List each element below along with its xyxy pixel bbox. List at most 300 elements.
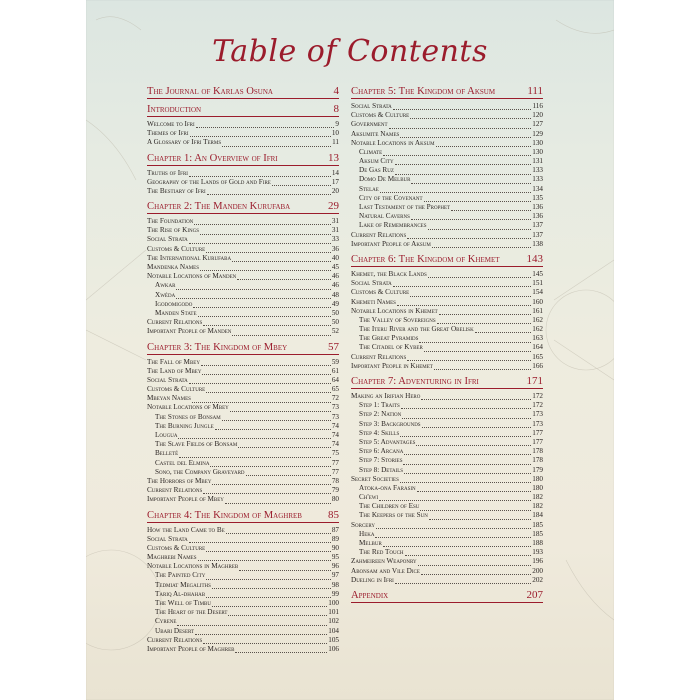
toc-entry[interactable] [147, 394, 339, 403]
toc-entry[interactable] [351, 288, 543, 297]
entry-label: Social Strata [147, 534, 188, 543]
entry-label: The International Kurufaba [147, 253, 232, 262]
entry-label: Customs & Culture [147, 244, 206, 253]
dot-leader [206, 246, 331, 253]
chapter-heading[interactable] [147, 86, 339, 99]
entry-page-number: 164 [532, 343, 543, 352]
toc-entry[interactable] [147, 178, 339, 187]
toc-subentry[interactable] [147, 413, 339, 422]
dot-leader [222, 140, 331, 147]
toc-entry[interactable] [147, 645, 339, 654]
toc-entry[interactable] [147, 254, 339, 263]
dot-leader [206, 386, 331, 393]
dot-leader [432, 241, 531, 248]
toc-subentry[interactable] [147, 572, 339, 581]
dot-leader [238, 441, 330, 448]
entry-label: Abonsam and Vile Dice [351, 566, 420, 575]
dot-leader [212, 478, 330, 485]
dot-leader [235, 646, 327, 653]
toc-subentry[interactable] [351, 194, 543, 203]
dot-leader [410, 112, 531, 119]
entry-label: Cyrene [155, 617, 177, 626]
toc-subentry[interactable] [351, 185, 543, 194]
dot-leader [397, 299, 531, 306]
entry-page-number: 137 [532, 230, 543, 239]
entry-page-number: 160 [532, 297, 543, 306]
entry-page-number: 137 [532, 221, 543, 230]
toc-subentry[interactable] [351, 429, 543, 438]
dot-leader [230, 405, 331, 412]
toc-entry[interactable] [147, 138, 339, 147]
toc-entry[interactable] [147, 562, 339, 571]
entry-label: The Valley of Sovereigns [359, 315, 436, 324]
entry-label: Secret Societies [351, 474, 399, 483]
toc-subentry[interactable] [351, 401, 543, 410]
entry-page-number: 52 [331, 327, 339, 336]
chapter-title: The Journal of Karlas Osuna [147, 86, 273, 97]
toc-subentry[interactable] [351, 212, 543, 221]
dot-leader [272, 179, 331, 186]
toc-subentry[interactable] [351, 493, 543, 502]
entry-page-number: 173 [532, 419, 543, 428]
toc-entry[interactable] [147, 217, 339, 226]
dot-leader [206, 545, 331, 552]
toc-entry[interactable] [147, 636, 339, 645]
dot-leader [232, 255, 331, 262]
toc-entry[interactable] [147, 236, 339, 245]
entry-page-number: 87 [331, 525, 339, 534]
toc-subentry[interactable] [351, 420, 543, 429]
toc-entry[interactable] [351, 102, 543, 111]
toc-subentry[interactable] [351, 221, 543, 230]
chapter-heading[interactable] [351, 376, 543, 389]
entry-label: The Heart of the Desert [155, 608, 228, 617]
toc-subentry[interactable] [147, 440, 339, 449]
toc-subentry[interactable] [147, 581, 339, 590]
dot-leader [422, 421, 532, 428]
chapter-heading[interactable] [147, 153, 339, 166]
toc-subentry[interactable] [351, 502, 543, 511]
dot-leader [246, 469, 331, 476]
dot-leader [395, 577, 531, 584]
entry-label: Step 2: Nation [359, 410, 402, 419]
toc-entry[interactable] [351, 576, 543, 585]
toc-entry[interactable] [147, 245, 339, 254]
toc-entry[interactable] [351, 298, 543, 307]
toc-entry[interactable] [351, 240, 543, 249]
entry-page-number: 162 [532, 325, 543, 334]
dot-leader [190, 130, 331, 137]
entry-page-number: 75 [331, 449, 339, 458]
book-page [86, 0, 614, 700]
dot-leader [192, 396, 331, 403]
entry-label: Notable Locations of Mbey [147, 403, 229, 412]
dot-leader [177, 619, 327, 626]
entry-page-number: 95 [331, 553, 339, 562]
chapter-page-number: 207 [526, 589, 543, 601]
entry-label: The Burning Jungle [155, 421, 214, 430]
toc-subentry[interactable] [351, 176, 543, 185]
entry-label: Awkar [155, 281, 176, 290]
entry-page-number: 90 [331, 543, 339, 552]
dot-leader [419, 336, 531, 343]
entry-page-number: 45 [331, 263, 339, 272]
entry-page-number: 182 [532, 493, 543, 502]
entry-page-number: 74 [331, 431, 339, 440]
dot-leader [411, 213, 531, 220]
toc-subentry[interactable] [351, 466, 543, 475]
toc-entry[interactable] [147, 404, 339, 413]
dot-leader [416, 439, 531, 446]
toc-entry[interactable] [147, 486, 339, 495]
entry-label: Geography of the Lands of Gold and Fire [147, 177, 271, 186]
dot-leader [395, 158, 532, 165]
dot-leader [212, 582, 331, 589]
toc-subentry[interactable] [147, 468, 339, 477]
toc-entry[interactable] [147, 553, 339, 562]
entry-label: Current Relations [147, 486, 203, 495]
entry-label: Notable Locations in Aksum [351, 138, 435, 147]
chapter-title: Chapter 5: The Kingdom of Aksum [351, 86, 496, 97]
entry-label: Melbur [359, 539, 382, 548]
toc-subentry[interactable] [351, 456, 543, 465]
entry-label: Khemet, the Black Lands [351, 270, 427, 278]
entry-page-number: 172 [532, 392, 543, 401]
chapter-heading[interactable] [351, 254, 543, 267]
toc-subentry[interactable] [147, 599, 339, 608]
chapter-page-number: 29 [328, 200, 339, 213]
entry-page-number: 178 [532, 447, 543, 456]
entry-label: The Red Touch [359, 548, 404, 557]
entry-label: The Land of Mbey [147, 366, 202, 375]
toc-entry[interactable] [147, 272, 339, 281]
dot-leader [189, 237, 331, 244]
entry-page-number: 61 [331, 366, 339, 375]
chapter-heading[interactable] [147, 510, 339, 523]
entry-page-number: 80 [331, 495, 339, 504]
dot-leader [418, 559, 532, 566]
entry-page-number: 161 [532, 306, 543, 315]
entry-label: Welcome to Ifri [147, 120, 195, 128]
dot-leader [193, 301, 330, 308]
entry-page-number: 46 [331, 272, 339, 281]
entry-page-number: 78 [331, 477, 339, 485]
dot-leader [402, 412, 531, 419]
toc-entry[interactable] [147, 535, 339, 544]
entry-page-number: 165 [532, 352, 543, 361]
entry-label: City of the Covenant [359, 193, 423, 202]
entry-label: The Well of Timbu [155, 599, 211, 608]
dot-leader [389, 122, 532, 129]
toc-subentry[interactable] [351, 539, 543, 548]
toc-entry[interactable] [351, 557, 543, 566]
dot-leader [203, 637, 327, 644]
entry-label: Dueling in Ifri [351, 575, 394, 584]
entry-label: Last Testament of the Prophet [359, 203, 451, 212]
toc-subentry[interactable] [351, 548, 543, 557]
dot-leader [210, 460, 330, 467]
entry-label: Lougua [155, 431, 178, 440]
entry-label: The Horrors of Mbey [147, 477, 212, 485]
entry-label: Important People in Khemet [351, 361, 433, 370]
chapter-title: Chapter 6: The Kingdom of Khemet [351, 254, 500, 265]
toc-entry[interactable] [147, 376, 339, 385]
toc-entry[interactable] [351, 521, 543, 530]
toc-subentry[interactable] [351, 447, 543, 456]
toc-subentry[interactable] [351, 438, 543, 447]
dot-leader [403, 458, 531, 465]
toc-entry[interactable] [147, 327, 339, 336]
dot-leader [393, 103, 532, 110]
dot-leader [424, 345, 531, 352]
entry-page-number: 20 [331, 186, 339, 195]
page-title: Table of Contents [212, 34, 488, 69]
entry-label: The Bestiary of Ifri [147, 186, 206, 195]
entry-page-number: 193 [532, 548, 543, 557]
entry-page-number: 138 [532, 239, 543, 248]
toc-entry[interactable] [351, 231, 543, 240]
dot-leader [434, 363, 531, 370]
dot-leader [380, 186, 531, 193]
entry-page-number: 185 [532, 520, 543, 529]
dot-leader [202, 368, 330, 375]
toc-subentry[interactable] [147, 281, 339, 290]
toc-entry[interactable] [147, 169, 339, 178]
dot-leader [195, 628, 327, 635]
entry-page-number: 99 [331, 589, 339, 598]
dot-leader [206, 573, 330, 580]
chapter-title: Introduction [147, 104, 202, 115]
toc-entry[interactable] [147, 226, 339, 235]
dot-leader [411, 177, 531, 184]
entry-page-number: 14 [331, 168, 339, 177]
dot-leader [437, 317, 532, 324]
entry-label: The Painted City [155, 571, 206, 580]
entry-label: Current Relations [147, 318, 203, 327]
toc-subentry[interactable] [147, 431, 339, 440]
entry-page-number: 77 [331, 458, 339, 467]
entry-page-number: 9 [335, 120, 339, 128]
entry-label: Notable Locations in Maghreb [147, 562, 239, 571]
toc-entry[interactable] [351, 392, 543, 401]
chapter-page-number: 111 [527, 85, 543, 97]
entry-page-number: 127 [532, 120, 543, 129]
dot-leader [212, 600, 327, 607]
chapter-heading[interactable] [147, 201, 339, 214]
entry-page-number: 77 [331, 467, 339, 476]
entry-label: The Fall of Mbey [147, 357, 200, 366]
toc-entry[interactable] [147, 318, 339, 327]
chapter-heading[interactable] [147, 342, 339, 355]
dot-leader [189, 377, 331, 384]
entry-page-number: 73 [331, 412, 339, 421]
toc-subentry[interactable] [147, 608, 339, 617]
entry-page-number: 134 [532, 184, 543, 193]
entry-page-number: 36 [331, 244, 339, 253]
entry-page-number: 196 [532, 557, 543, 566]
entry-page-number: 102 [328, 617, 339, 626]
dot-leader [194, 218, 331, 225]
entry-label: Step 1: Traits [359, 401, 400, 410]
toc-entry[interactable] [147, 544, 339, 553]
toc-entry[interactable] [147, 495, 339, 504]
entry-label: Xwéda [155, 290, 176, 299]
dot-leader [410, 290, 531, 297]
entry-label: Truths of Ifri [147, 168, 188, 177]
chapter-heading[interactable] [147, 104, 339, 117]
dot-leader [176, 283, 330, 290]
chapter-page-number: 85 [328, 508, 339, 521]
toc-entry[interactable] [351, 270, 543, 279]
toc-subentry[interactable] [351, 344, 543, 353]
toc-subentry[interactable] [147, 422, 339, 431]
toc-subentry[interactable] [147, 590, 339, 599]
toc-subentry[interactable] [351, 484, 543, 493]
dot-leader [196, 121, 335, 128]
dot-leader [207, 188, 331, 195]
toc-subentry[interactable] [147, 459, 339, 468]
toc-subentry[interactable] [351, 166, 543, 175]
entry-label: Current Relations [147, 635, 203, 644]
chapter-title: Appendix [351, 590, 389, 601]
toc-entry[interactable] [351, 279, 543, 288]
entry-page-number: 49 [331, 299, 339, 308]
entry-page-number: 33 [331, 235, 339, 244]
toc-subentry[interactable] [147, 309, 339, 318]
dot-leader [436, 140, 532, 147]
toc-entry[interactable] [147, 526, 339, 535]
dot-leader [225, 497, 331, 504]
toc-entry[interactable] [351, 362, 543, 371]
entry-label: The Citadel of Kyber [359, 343, 423, 352]
dot-leader [417, 485, 532, 492]
toc-entry[interactable] [351, 111, 543, 120]
toc-entry[interactable] [351, 307, 543, 316]
entry-label: Customs & Culture [351, 111, 410, 120]
dot-leader [405, 549, 532, 556]
dot-leader [421, 393, 531, 400]
entry-page-number: 116 [532, 102, 543, 110]
entry-page-number: 11 [332, 138, 339, 147]
chapter-title: Chapter 2: The Manden Kurufaba [147, 201, 291, 213]
entry-label: Customs & Culture [147, 385, 206, 394]
toc-entry[interactable] [351, 475, 543, 484]
entry-label: Important People of Aksum [351, 239, 431, 248]
dot-leader [400, 131, 531, 138]
toc-entry[interactable] [147, 187, 339, 196]
toc-subentry[interactable] [351, 512, 543, 521]
toc-entry[interactable] [147, 367, 339, 376]
entry-label: The Stones of Bonsam [155, 412, 221, 421]
toc-entry[interactable] [147, 263, 339, 272]
toc-entry[interactable] [351, 353, 543, 362]
entry-label: Belleté [155, 449, 179, 458]
entry-label: The Iteru River and the Great Obelisk [359, 325, 474, 334]
entry-label: Ubari Desert [155, 626, 195, 635]
entry-page-number: 50 [331, 318, 339, 327]
entry-label: Mbeyan Names [147, 394, 191, 403]
entry-page-number: 104 [328, 626, 339, 635]
entry-page-number: 64 [331, 375, 339, 384]
entry-label: Step 5: Advantages [359, 438, 416, 446]
entry-page-number: 178 [532, 456, 543, 465]
entry-page-number: 101 [328, 608, 339, 617]
entry-page-number: 179 [532, 465, 543, 474]
entry-page-number: 130 [532, 138, 543, 147]
entry-page-number: 180 [532, 474, 543, 483]
entry-page-number: 202 [532, 575, 543, 584]
entry-page-number: 50 [331, 309, 339, 317]
dot-leader [376, 522, 531, 529]
entry-label: A Glossary of Ifri Terms [147, 138, 222, 147]
toc-subentry[interactable] [147, 291, 339, 300]
toc-entry[interactable] [351, 139, 543, 148]
toc-entry[interactable] [147, 129, 339, 138]
dot-leader [228, 609, 327, 616]
entry-label: Igodomigodo [155, 299, 193, 308]
toc-subentry[interactable] [147, 617, 339, 626]
toc-subentry[interactable] [351, 325, 543, 334]
toc-subentry[interactable] [147, 449, 339, 458]
toc-subentry[interactable] [351, 530, 543, 539]
toc-entry[interactable] [147, 120, 339, 129]
toc-subentry[interactable] [351, 410, 543, 419]
dot-leader [237, 273, 331, 280]
entry-label: Notable Locations in Khemet [351, 306, 438, 315]
chapter-title: Chapter 1: An Overview of Ifri [147, 152, 278, 164]
toc-left-column [147, 86, 339, 654]
entry-page-number: 154 [532, 288, 543, 297]
toc-entry[interactable] [147, 358, 339, 367]
dot-leader [189, 536, 331, 543]
toc-entry[interactable] [147, 385, 339, 394]
entry-page-number: 100 [328, 599, 339, 608]
toc-entry[interactable] [351, 130, 543, 139]
chapter-page-number: 13 [328, 151, 339, 164]
toc-subentry[interactable] [147, 627, 339, 636]
entry-label: Sono, the Company Graveyard [155, 467, 245, 476]
dot-leader [395, 168, 531, 175]
chapter-heading[interactable] [351, 590, 543, 603]
toc-subentry[interactable] [351, 334, 543, 343]
toc-entry[interactable] [351, 567, 543, 576]
chapter-title: Chapter 7: Adventuring in Ifri [351, 376, 479, 388]
dot-leader [379, 494, 531, 501]
dot-leader [206, 591, 331, 598]
entry-label: Step 7: Stories [359, 456, 403, 465]
toc-subentry[interactable] [351, 157, 543, 166]
toc-entry[interactable] [147, 477, 339, 486]
entry-page-number: 120 [532, 111, 543, 120]
entry-label: Climate [359, 147, 383, 156]
entry-page-number: 97 [331, 571, 339, 580]
toc-subentry[interactable] [351, 203, 543, 212]
entry-label: The Foundation [147, 217, 194, 226]
entry-page-number: 48 [331, 290, 339, 299]
entry-label: Maghrebi Names [147, 553, 197, 562]
entry-page-number: 136 [532, 203, 543, 212]
toc-subentry[interactable] [351, 148, 543, 157]
toc-subentry[interactable] [147, 300, 339, 309]
dot-leader [429, 513, 531, 520]
entry-page-number: 136 [532, 212, 543, 221]
toc-entry[interactable] [351, 120, 543, 129]
entry-page-number: 188 [532, 539, 543, 548]
entry-page-number: 185 [532, 529, 543, 538]
chapter-heading[interactable] [351, 86, 543, 99]
toc-subentry[interactable] [351, 316, 543, 325]
entry-page-number: 133 [532, 166, 543, 175]
